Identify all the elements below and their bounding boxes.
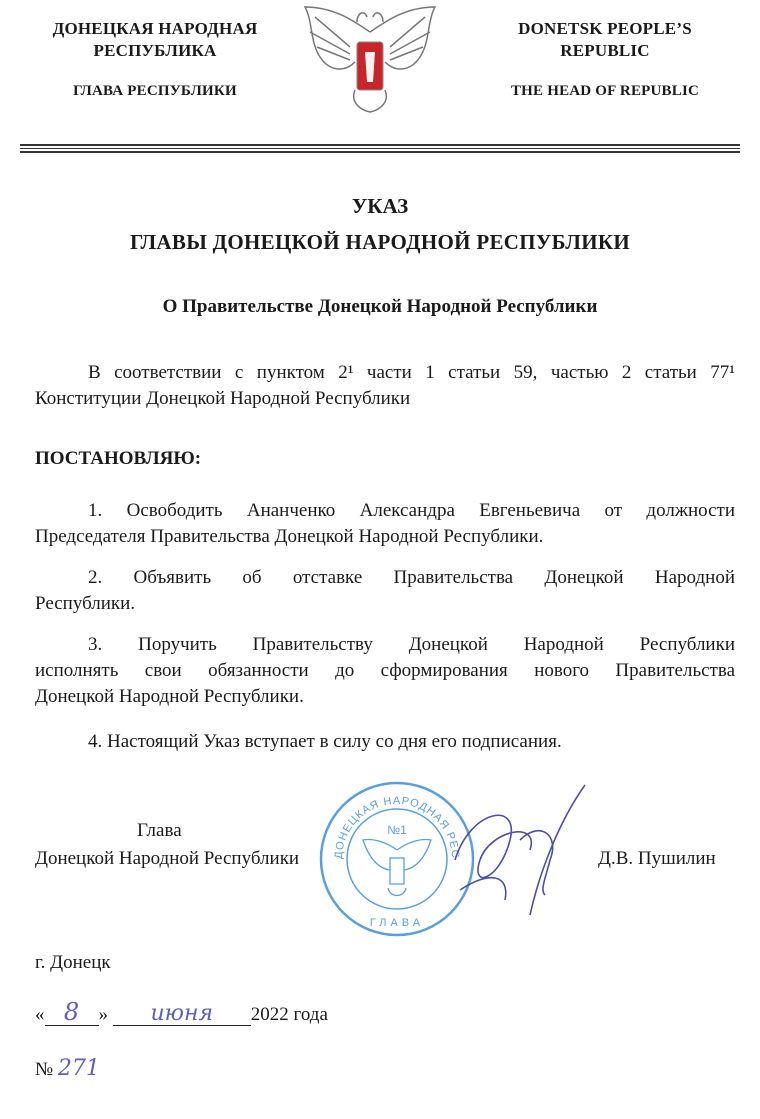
header-divider-top (20, 144, 740, 146)
item-1-line1: 1. Освободить Ананченко Александра Евгеньевича от должности (88, 500, 735, 521)
signatory-title-line1: Глава (137, 820, 182, 841)
stamp-text: ДОНЕЦКАЯ НАРОДНАЯ РЕС (332, 794, 462, 860)
place-of-signing: г. Донецк (35, 952, 111, 973)
item-4-line1: 4. Настоящий Указ вступает в силу со дня его подписания. (88, 731, 562, 752)
emblem-icon (295, 2, 445, 114)
header-left-line2: РЕСПУБЛИКА (93, 41, 217, 60)
stamp-number: №1 (387, 823, 407, 837)
decree-title: УКАЗ (351, 194, 409, 218)
svg-text:ДОНЕЦКАЯ НАРОДНАЯ РЕСПУБЛИКА (318, 780, 461, 859)
decree-title-issuer: ГЛАВЫ ДОНЕЦКОЙ НАРОДНОЙ РЕСПУБЛИКИ (129, 230, 630, 254)
header-right-line1: DONETSK PEOPLE’S (518, 19, 692, 38)
date-month (113, 1001, 251, 1026)
item-1-line2: Председателя Правительства Донецкой Народной Республики. (35, 526, 544, 547)
item-3-line2: исполнять свои обязанности до сформирования нового Правительства (35, 660, 735, 681)
item-2-line2: Республики. (35, 593, 136, 614)
number-label: № (35, 1059, 54, 1080)
stamp-bottom: ГЛАВА (369, 917, 425, 929)
preamble-line2: Конституции Донецкой Народной Республики (35, 388, 411, 409)
item-3-line1: 3. Поручить Правительству Донецкой Народной Республики (88, 634, 735, 655)
header-left-line1: ДОНЕЦКАЯ НАРОДНАЯ (52, 19, 258, 38)
signatory-title-line2: Донецкой Народной Республики (35, 848, 300, 869)
item-3-line3: Донецкой Народной Республики. (35, 686, 304, 707)
decree-subject: О Правительстве Донецкой Народной Республики (162, 296, 598, 317)
header-right-sub: THE HEAD OF REPUBLIC (510, 83, 700, 99)
date-year: 2022 года (250, 1004, 328, 1025)
date-day (45, 998, 99, 1026)
decree-number (35, 1056, 100, 1083)
header-right (470, 18, 740, 102)
header-left (20, 18, 290, 102)
handwritten-signature (450, 780, 600, 920)
header-divider-mid (20, 148, 740, 149)
item-2-line1: 2. Объявить об отставке Правительства Донецкой Народной (88, 567, 735, 588)
date-month-handwritten: июня (150, 1001, 214, 1026)
date-day-handwritten: 8 (63, 998, 80, 1026)
signatory-name: Д.В. Пушилин (598, 848, 716, 869)
preamble-line1: В соответствии с пунктом 2¹ части 1 статьи 59, частью 2 статьи 77¹ (88, 362, 735, 383)
header-left-sub: ГЛАВА РЕСПУБЛИКИ (73, 83, 237, 99)
number-value-handwritten: 271 (57, 1056, 100, 1081)
header-right-line2: REPUBLIC (560, 41, 650, 60)
decree-word: ПОСТАНОВЛЯЮ: (35, 448, 202, 469)
header-divider-bottom (20, 151, 740, 153)
date-open-quote: « (35, 1004, 45, 1025)
date-close-quote: » (98, 1004, 108, 1025)
date-line (35, 998, 328, 1028)
